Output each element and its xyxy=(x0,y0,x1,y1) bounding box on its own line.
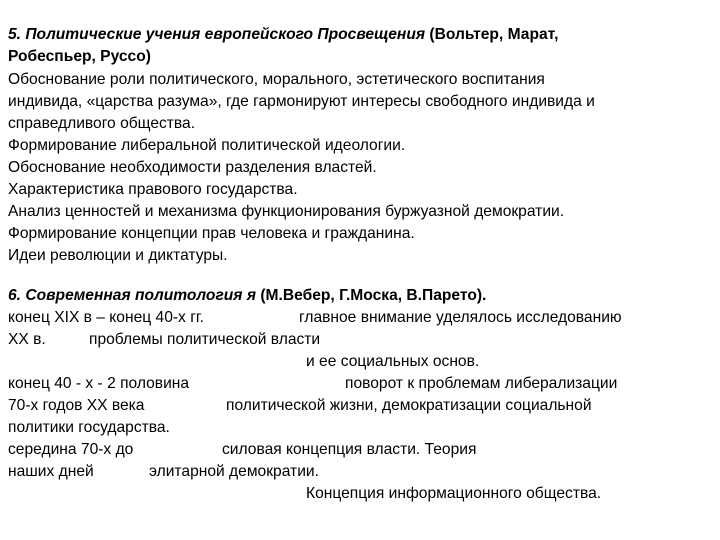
section5-names: (Вольтер, Марат, xyxy=(425,26,559,43)
period-label: наших дней xyxy=(8,463,94,480)
period-description: Концепция информационного общества. xyxy=(306,485,602,502)
period-description: и ее социальных основ. xyxy=(306,353,480,370)
period-description: элитарной демократии. xyxy=(149,463,319,480)
section5-line: индивида, «царства разума», где гармонируют интересы свободного индивида и xyxy=(8,93,595,110)
period-label: конец XIX в – конец 40-х гг. xyxy=(8,309,204,326)
section6-names: (М.Вебер, Г.Моска, В.Парето). xyxy=(256,287,487,304)
section5-line: Обоснование роли политического, морального, эстетического воспитания xyxy=(8,71,545,88)
section5-line: Обоснование необходимости разделения властей. xyxy=(8,159,377,176)
period-description: поворот к проблемам либерализации xyxy=(345,375,618,392)
section5-line: Характеристика правового государства. xyxy=(8,181,298,198)
period-description: политической жизни, демократизации социальной xyxy=(226,397,592,414)
section5-line: Формирование концепции прав человека и гражданина. xyxy=(8,225,415,242)
period-label: середина 70-х до xyxy=(8,441,134,458)
period-description: главное внимание уделялось исследованию xyxy=(299,309,622,326)
section5-line: справедливого общества. xyxy=(8,115,196,132)
period-description: политики государства. xyxy=(8,419,170,436)
section5-names-cont: Робеспьер, Руссо) xyxy=(8,48,151,65)
section5-line: Идеи революции и диктатуры. xyxy=(8,247,228,264)
section6-title: 6. Современная политология я xyxy=(8,287,256,304)
period-description: проблемы политической власти xyxy=(89,331,321,348)
section5-line: Формирование либеральной политической идеологии. xyxy=(8,137,406,154)
section5-title: 5. Политические учения европейского Просвещения xyxy=(8,26,426,43)
period-label: конец 40 - х - 2 половина xyxy=(8,375,190,392)
period-description: силовая концепция власти. Теория xyxy=(222,441,477,458)
section5-line: Анализ ценностей и механизма функционирования буржуазной демократии. xyxy=(8,203,565,220)
period-label: 70-х годов ХХ века xyxy=(8,397,145,414)
period-label: ХХ в. xyxy=(8,331,46,348)
section6-heading xyxy=(8,285,486,307)
section5-heading xyxy=(8,24,558,46)
